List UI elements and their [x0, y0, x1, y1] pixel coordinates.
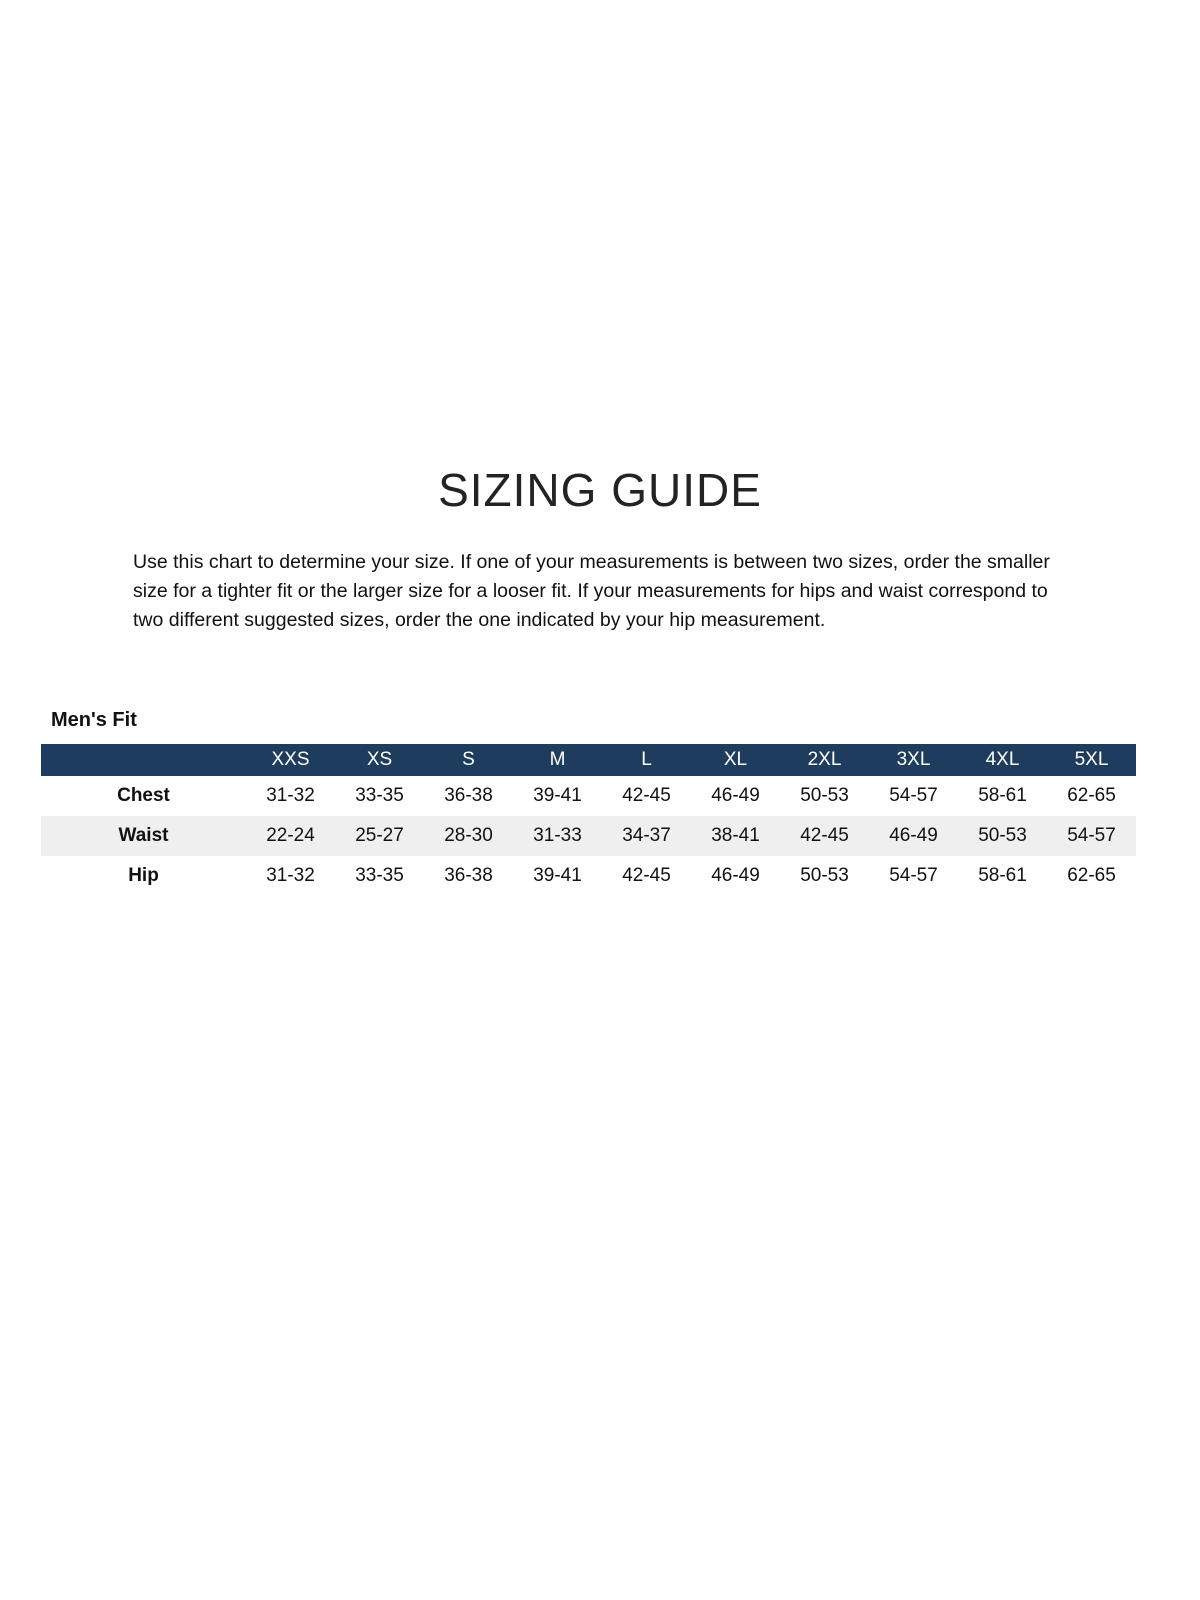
size-cell: 36-38	[444, 784, 493, 806]
size-cell: 42-45	[800, 824, 849, 846]
size-cell: 38-41	[711, 824, 760, 846]
size-cell: 31-33	[533, 824, 582, 846]
size-cell: 34-37	[622, 824, 671, 846]
size-cell: 58-61	[978, 864, 1027, 886]
row-label: Chest	[117, 784, 170, 806]
row-label: Waist	[118, 824, 169, 846]
size-cell: 50-53	[978, 824, 1027, 846]
size-cell: 42-45	[622, 864, 671, 886]
size-cell: 31-32	[266, 864, 315, 886]
size-cell: 54-57	[889, 864, 938, 886]
page-title: SIZING GUIDE	[438, 464, 762, 516]
size-column-header: L	[602, 744, 691, 776]
size-table	[41, 744, 1136, 896]
size-cell: 31-32	[266, 784, 315, 806]
size-column-header: XL	[691, 744, 780, 776]
size-cell: 25-27	[355, 824, 404, 846]
size-cell: 36-38	[444, 864, 493, 886]
size-cell: 54-57	[889, 784, 938, 806]
size-header-row	[41, 744, 1136, 776]
size-cell: 62-65	[1067, 784, 1116, 806]
size-cell: 58-61	[978, 784, 1027, 806]
size-column-header: XS	[335, 744, 424, 776]
size-cell: 22-24	[266, 824, 315, 846]
intro-paragraph: Use this chart to determine your size. If one of your measurements is between two sizes, order the smaller size for a tighter fit or the larger size for a looser fit. If your measurements for hips and waist correspond to two different suggested sizes, order the one indicated by your hip measurement.	[133, 551, 1050, 632]
size-column-header: S	[424, 744, 513, 776]
size-cell: 50-53	[800, 784, 849, 806]
section-label: Men's Fit	[51, 708, 137, 731]
size-column-header: 4XL	[958, 744, 1047, 776]
size-cell: 62-65	[1067, 864, 1116, 886]
size-column-header: M	[513, 744, 602, 776]
size-column-header: 2XL	[780, 744, 869, 776]
table-row-hip	[41, 856, 1136, 896]
size-cell: 46-49	[889, 824, 938, 846]
table-row-waist	[41, 816, 1136, 856]
size-cell: 46-49	[711, 864, 760, 886]
size-cell: 39-41	[533, 784, 582, 806]
size-cell: 42-45	[622, 784, 671, 806]
size-cell: 39-41	[533, 864, 582, 886]
size-cell: 46-49	[711, 784, 760, 806]
size-cell: 33-35	[355, 784, 404, 806]
size-cell: 54-57	[1067, 824, 1116, 846]
size-column-header: 5XL	[1047, 744, 1136, 776]
corner-cell	[41, 744, 246, 776]
table-row-chest	[41, 776, 1136, 816]
size-cell: 33-35	[355, 864, 404, 886]
row-label: Hip	[128, 864, 159, 886]
mens-fit-section	[0, 709, 1200, 896]
size-column-header: XXS	[246, 744, 335, 776]
size-cell: 50-53	[800, 864, 849, 886]
size-cell: 28-30	[444, 824, 493, 846]
size-column-header: 3XL	[869, 744, 958, 776]
